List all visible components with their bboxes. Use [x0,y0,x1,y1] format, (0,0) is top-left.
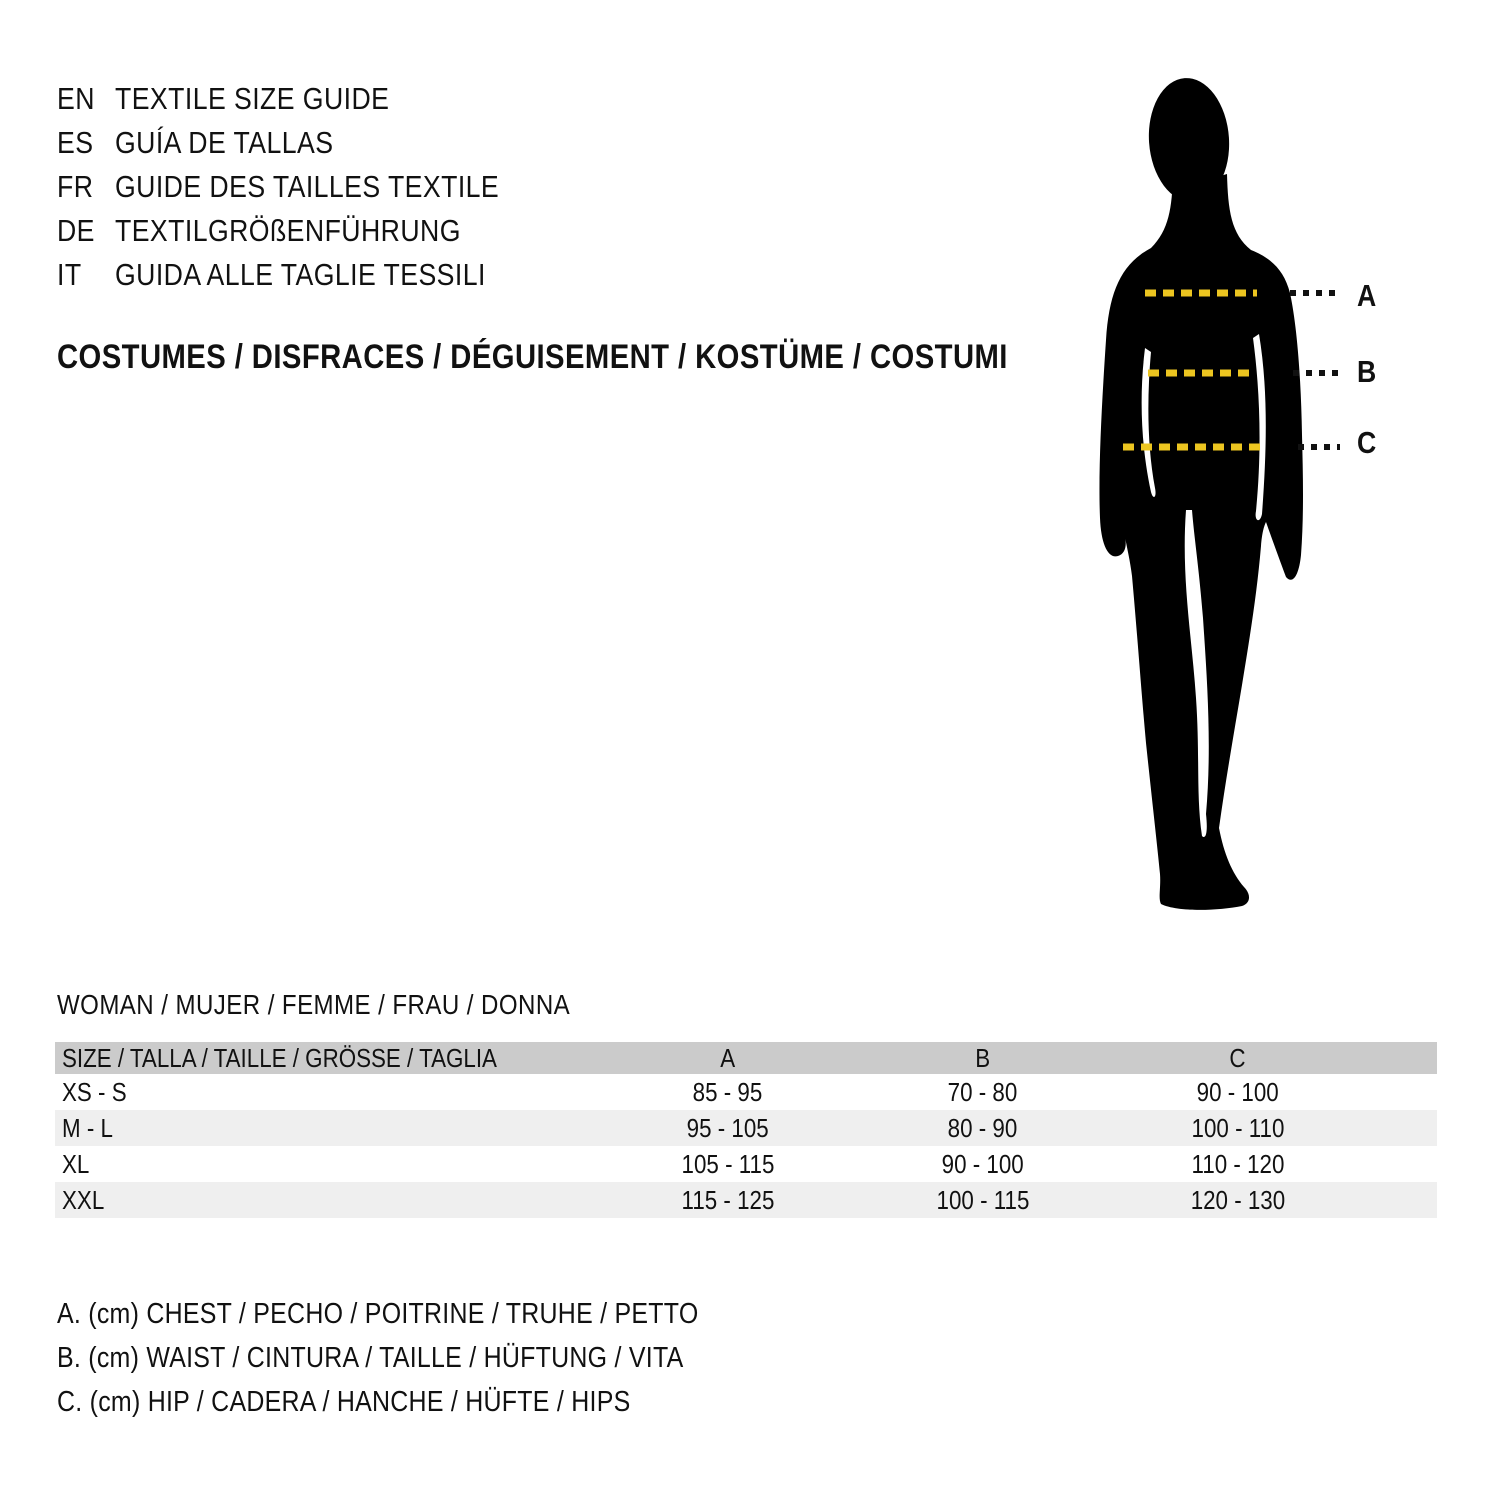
language-code: DE [57,213,95,248]
header-b: B [975,1042,990,1073]
legend-waist: B. (cm) WAIST / CINTURA / TAILLE / HÜFTUNG / VITA [57,1342,684,1374]
language-row-fr [57,165,562,209]
hip-cell: 110 - 120 [1191,1148,1284,1179]
hip-cell: 90 - 100 [1196,1076,1279,1107]
chest-cell: 115 - 125 [681,1184,774,1215]
legend-hip: C. (cm) HIP / CADERA / HANCHE / HÜFTE / HIPS [57,1386,631,1418]
guide-title-en: TEXTILE SIZE GUIDE [115,81,390,116]
guide-title-it: GUIDA ALLE TAGLIE TESSILI [115,257,486,292]
header-a: A [720,1042,735,1073]
chest-cell: 85 - 95 [692,1076,763,1107]
header-c: C [1229,1042,1246,1073]
language-code: IT [57,257,82,292]
hip-cell: 120 - 130 [1190,1184,1285,1215]
table-row-m-l [55,1110,1437,1146]
size-table [55,1042,1437,1218]
measure-label-hip: C [1357,425,1377,460]
section-heading-woman: WOMAN / MUJER / FEMME / FRAU / DONNA [57,989,571,1020]
language-row-es [57,121,562,165]
language-row-it [57,253,562,297]
waist-cell: 90 - 100 [941,1148,1024,1179]
chest-cell: 95 - 105 [686,1112,769,1143]
size-cell: M - L [62,1112,113,1143]
waist-cell: 100 - 115 [936,1184,1029,1215]
measure-label-waist: B [1357,354,1377,389]
size-table-header-row [55,1042,1437,1074]
guide-title-es: GUÍA DE TALLAS [115,125,334,160]
measurement-legend [57,1292,803,1424]
language-title-list [57,77,562,297]
size-cell: XS - S [62,1076,127,1107]
waist-cell: 80 - 90 [947,1112,1018,1143]
chest-cell: 105 - 115 [681,1148,774,1179]
language-code: FR [57,169,94,204]
waist-cell: 70 - 80 [947,1076,1018,1107]
hip-cell: 100 - 110 [1191,1112,1284,1143]
table-row-xxl [55,1182,1437,1218]
size-cell: XXL [62,1184,105,1215]
guide-title-de: TEXTILGRÖßENFÜHRUNG [115,213,461,248]
legend-chest: A. (cm) CHEST / PECHO / POITRINE / TRUHE / PETTO [57,1298,699,1330]
size-cell: XL [62,1148,90,1179]
guide-title-fr: GUIDE DES TAILLES TEXTILE [115,169,500,204]
table-row-xl [55,1146,1437,1182]
language-row-de [57,209,562,253]
header-size: SIZE / TALLA / TAILLE / GRÖSSE / TAGLIA [62,1042,497,1073]
woman-silhouette-figure [1085,78,1365,918]
measure-label-chest: A [1357,278,1377,313]
table-row-xs-s [55,1074,1437,1110]
language-code: ES [57,125,94,160]
language-code: EN [57,81,95,116]
language-row-en [57,77,562,121]
category-heading: COSTUMES / DISFRACES / DÉGUISEMENT / KOSTÜME / COSTUMI [57,338,1008,376]
